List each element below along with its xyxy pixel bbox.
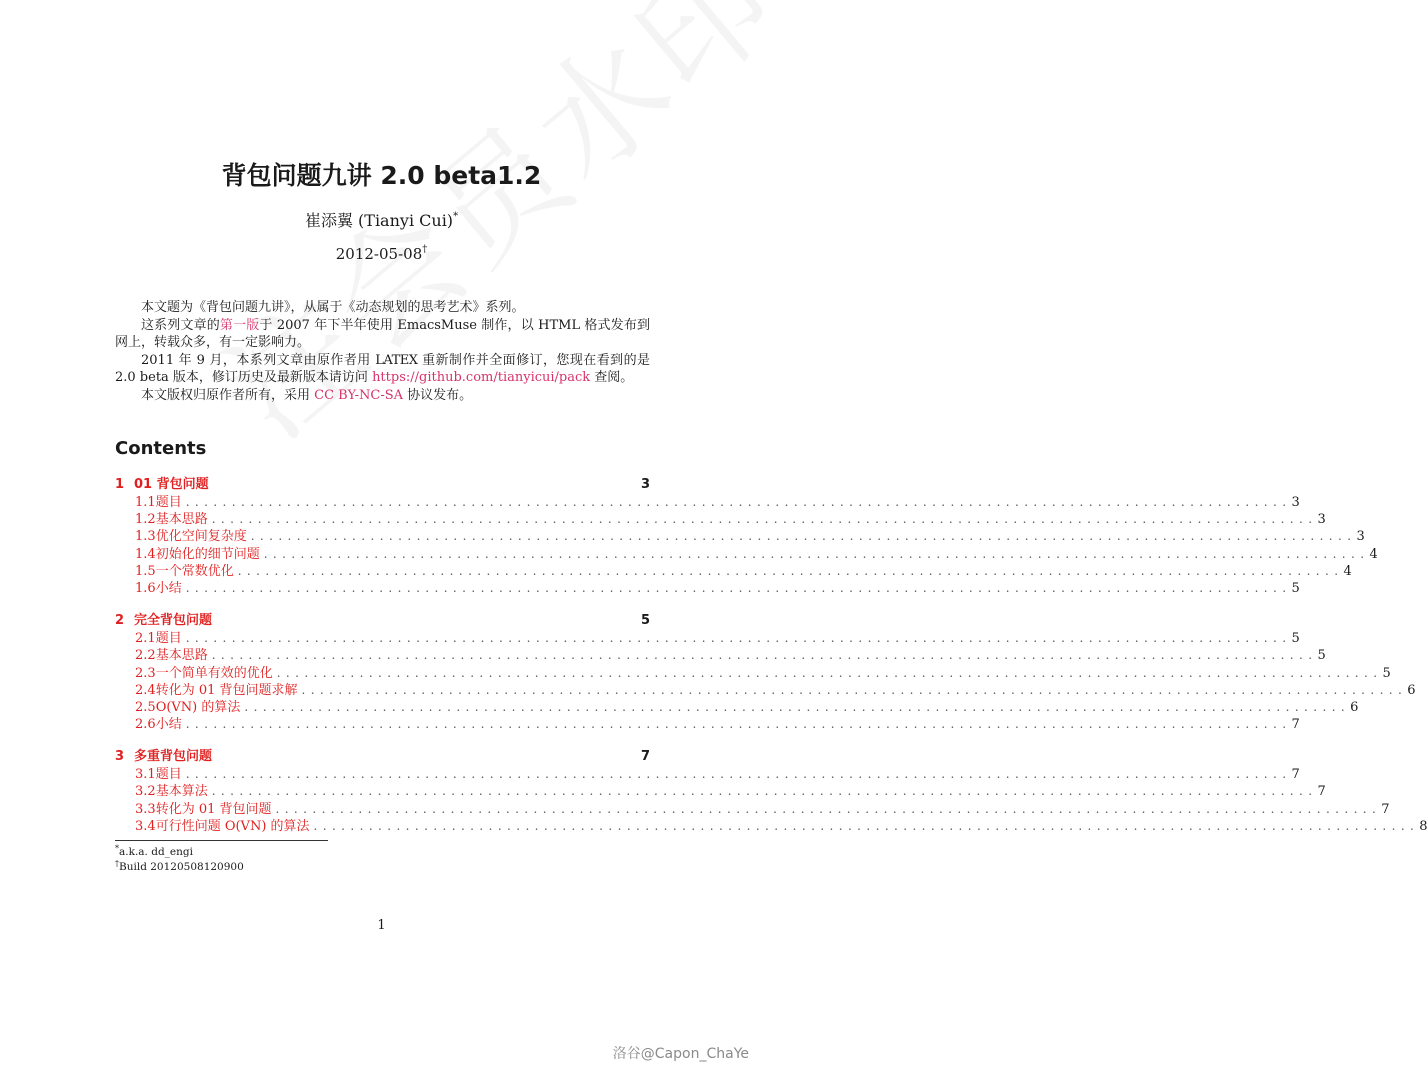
abstract (115, 299, 650, 404)
toc-subsection-entry[interactable]: 2.2 基本思路 ........................................................................................................................ 5 (135, 648, 1326, 664)
document-author (0, 208, 763, 231)
toc-subsection-entry[interactable]: 3.1 题目 ........................................................................................................................ 7 (135, 767, 1300, 783)
author-footnote-mark[interactable]: * (453, 211, 459, 222)
license-link[interactable]: CC BY-NC-SA (314, 387, 404, 403)
toc-subsection-entry[interactable]: 3.3 转化为 01 背包问题 ........................................................................................................................ 7 (135, 801, 1390, 817)
toc-subsection-entry[interactable]: 1.1 题目 ........................................................................................................................ 3 (135, 495, 1300, 510)
source-credit: 洛谷@Capon_ChaYe (612, 1046, 749, 1062)
author-name: 崔添翼 (Tianyi Cui) (304, 211, 454, 230)
toc-subsection-entry[interactable]: 3.4 可行性问题 O(VN) 的算法 ........................................................................................................................ 8 (135, 818, 1428, 834)
toc-section (115, 473, 1378, 596)
footnote: †Build 20120508120900 (115, 859, 244, 873)
first-edition-link[interactable]: 第一版 (219, 317, 260, 333)
date-text: 2012-05-08 (335, 245, 423, 263)
toc-section-entry[interactable]: 1 01 背包问题 3 (115, 477, 650, 492)
toc-section (115, 609, 1416, 733)
footnote-rule (115, 840, 328, 841)
toc-subsection-entry[interactable]: 1.5 一个常数优化 ........................................................................................................................ 4 (135, 563, 1352, 579)
date-footnote-mark[interactable]: † (422, 244, 428, 255)
toc-section-entry[interactable]: 3 多重背包问题 7 (115, 749, 650, 765)
abstract-paragraph-2: 这系列文章的第一版于 2007 年下半年使用 EmacsMuse 制作，以 HTML 格式发布到网上，转载众多，有一定影响力。 (115, 317, 650, 350)
toc-subsection-entry[interactable]: 1.6 小结 ........................................................................................................................ 5 (135, 580, 1300, 596)
document-title: 背包问题九讲 2.0 beta1.2 (221, 161, 542, 190)
page-number: 1 (377, 918, 386, 933)
toc-subsection-entry[interactable]: 1.3 优化空间复杂度 ........................................................................................................................ 3 (135, 529, 1365, 545)
footnotes (115, 845, 244, 875)
contents-heading: Contents (115, 438, 207, 459)
toc-subsection-entry[interactable]: 2.5 O(VN) 的算法 ........................................................................................................................ 6 (135, 699, 1359, 715)
abstract-paragraph-4: 本文版权归原作者所有，采用 CC BY-NC-SA 协议发布。 (141, 387, 473, 403)
abstract-paragraph-3: 2011 年 9 月，本系列文章由原作者用 LATEX 重新制作并全面修订，您现在看到的是 2.0 beta 版本，修订历史及最新版本请访问 https://github.com/tianyicui/pack 查阅。 (115, 352, 651, 385)
github-link[interactable]: https://github.com/tianyicui/pack (372, 370, 591, 385)
toc-section-entry[interactable]: 2 完全背包问题 5 (115, 613, 650, 629)
toc-subsection-entry[interactable]: 2.4 转化为 01 背包问题求解 ........................................................................................................................ 6 (135, 682, 1416, 698)
abstract-paragraph-1: 本文题为《背包问题九讲》，从属于《动态规划的思考艺术》系列。 (141, 300, 525, 315)
toc-subsection-entry[interactable]: 1.4 初始化的细节问题 ........................................................................................................................ 4 (135, 546, 1378, 562)
toc-subsection-entry[interactable]: 2.6 小结 ........................................................................................................................ 7 (135, 717, 1300, 733)
toc-subsection-entry[interactable]: 3.2 基本算法 ........................................................................................................................ 7 (135, 784, 1326, 800)
footnote: *a.k.a. dd_engi (115, 844, 193, 858)
toc-subsection-entry[interactable]: 1.2 基本思路 ........................................................................................................................ 3 (135, 512, 1326, 528)
latex-logo: LATEX (375, 352, 418, 368)
toc-subsection-entry[interactable]: 2.1 题目 ........................................................................................................................ 5 (135, 631, 1300, 647)
table-of-contents (115, 473, 1428, 847)
toc-subsection-entry[interactable]: 2.3 一个简单有效的优化 ........................................................................................................................ 5 (135, 665, 1391, 681)
document-date (0, 245, 763, 263)
toc-section (115, 745, 1428, 834)
